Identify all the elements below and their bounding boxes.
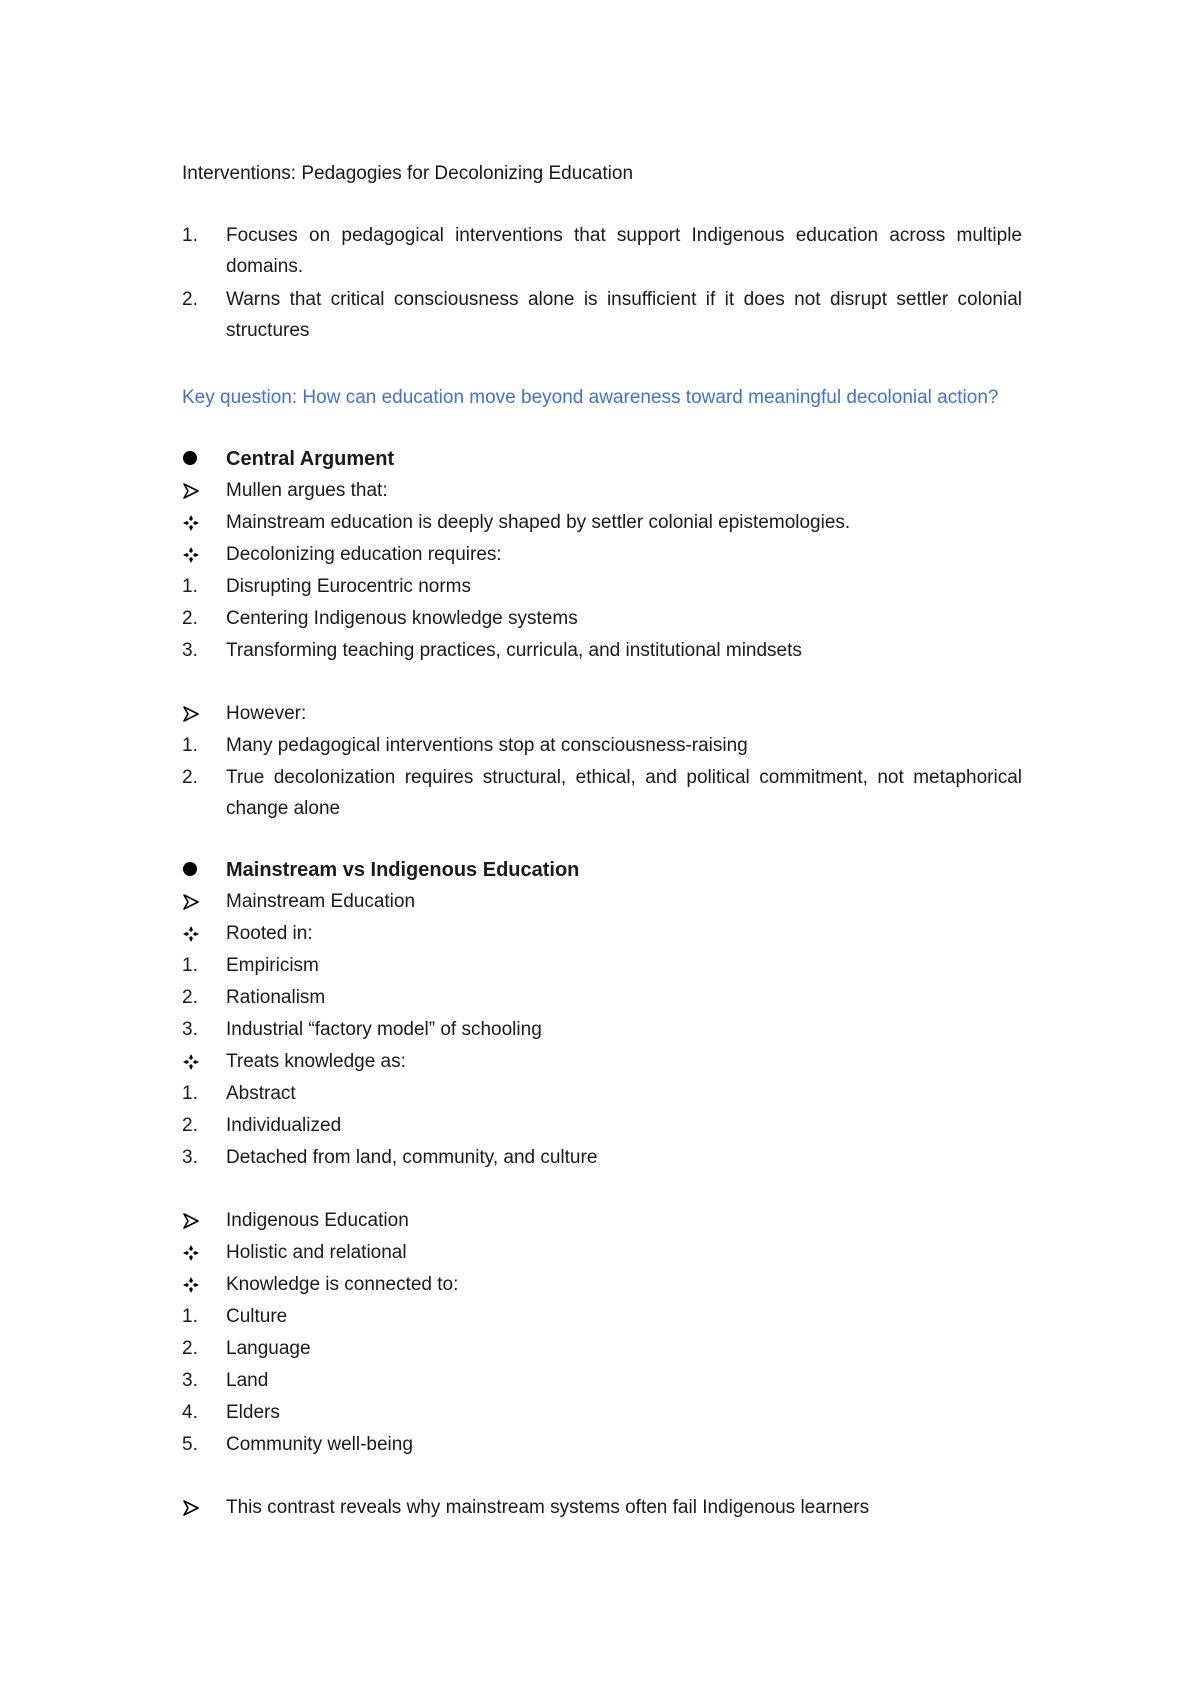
key-question: Key question: How can education move beyond awareness toward meaningful decolonial action? xyxy=(182,387,999,408)
arrow-bullet-icon xyxy=(182,1496,222,1517)
diamond-bullet-icon xyxy=(182,543,222,564)
diamond-bullet-icon xyxy=(182,1241,222,1262)
diamond-bullet-icon xyxy=(182,1050,222,1071)
arrow-bullet-icon xyxy=(182,890,222,911)
arrow-bullet-icon xyxy=(182,702,222,723)
diamond-bullet-icon xyxy=(182,922,222,943)
document-page: Interventions: Pedagogies for Decolonizing Education 1. Focuses on pedagogical interventions that support Indigenous education across multiple domains. 2. Warns that critical consciousness alone is insufficient if it does not disrupt settler colonial structures Key question: How can education move beyond awareness toward meaningful decolonial action? Central Argument Mullen argues that: Mainstream education is deeply shaped by settler colonial epistemologies. Decolonizing education requires: 1. Disrupting Eurocentric norms 2. Centering Indigenous knowledge systems 3. Transforming teaching practices, curricula, and institutional mindsets However: 1. Many pedagogical interventions stop at consciousness-raising 2. True decolonization requires structural, ethical, and political commitment, not metaphorical change alone Mainstream vs Indigenous Education Mainstream Education Rooted in: 1. Empiricism 2. Rationalism 3. Industrial “factory model” of schooling Treats knowledge as: 1. Abstract 2. Individualized 3. Detached from land, community, and culture Indigenous Education Holistic and relational Knowledge is connected to: 1. Culture 2. Language 3. Land 4. Elders 5. Community well-being This contrast reveals why mainstream systems often fail Indigenous learners xyxy=(182,163,1022,1518)
list-item-text: Focuses on pedagogical interventions that support Indigenous education across multiple domains. xyxy=(226,225,1022,277)
list-item-text: Warns that critical consciousness alone is insufficient if it does not disrupt settler colonial structures xyxy=(226,289,1022,341)
diamond-bullet-icon xyxy=(182,511,222,532)
arrow-bullet-icon xyxy=(182,479,222,500)
page-title: Interventions: Pedagogies for Decolonizing Education xyxy=(182,163,634,184)
bullet-dot-icon xyxy=(182,858,222,883)
list-number: 1. xyxy=(182,225,198,246)
list-number: 2. xyxy=(182,289,198,310)
diamond-bullet-icon xyxy=(182,1273,222,1294)
arrow-bullet-icon xyxy=(182,1209,222,1230)
bullet-dot-icon xyxy=(182,447,222,472)
